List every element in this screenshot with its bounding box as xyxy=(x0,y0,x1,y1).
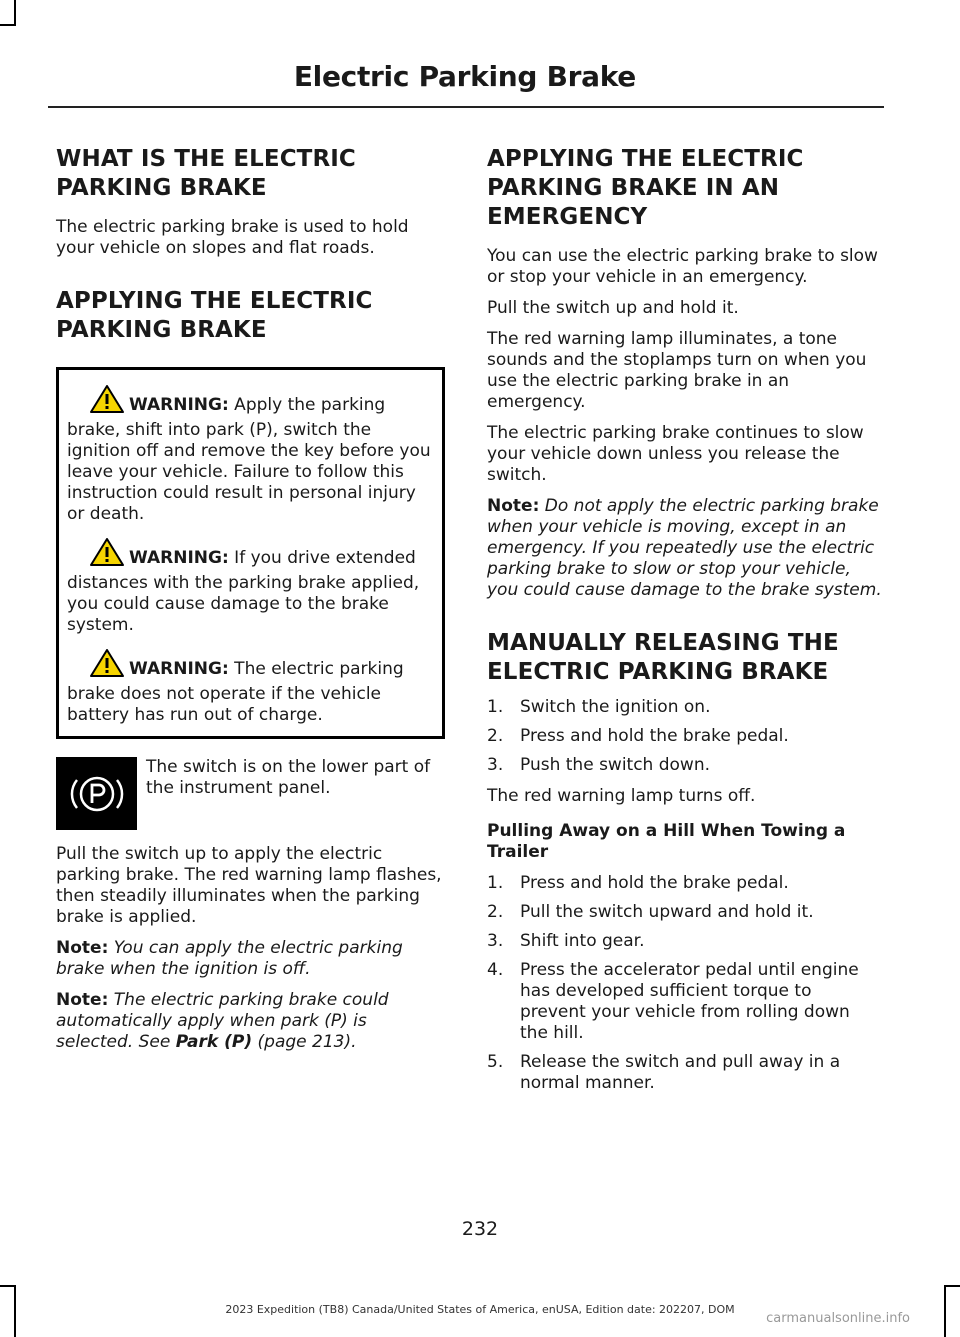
warning-triangle-icon xyxy=(89,537,125,573)
paragraph-emergency-1: You can use the electric parking brake to slow or stop your vehicle in an emergency. xyxy=(487,246,878,287)
header-divider xyxy=(48,106,884,108)
paragraph-emergency-2: Pull the switch up and hold it. xyxy=(487,298,739,318)
step-number: 2. xyxy=(487,726,504,746)
step-text: Pull the switch upward and hold it. xyxy=(520,902,814,922)
page-reference: (page 213). xyxy=(252,1032,357,1052)
page-header-title: Electric Parking Brake xyxy=(293,60,636,93)
step-number: 2. xyxy=(487,902,504,922)
warning-item xyxy=(67,384,434,525)
list-item xyxy=(487,755,882,776)
paragraph-emergency-4: The electric parking brake continues to slow your vehicle down unless you release the switch. xyxy=(487,423,864,485)
pulling-away-steps xyxy=(487,873,882,1094)
paragraph-lamp-off: The red warning lamp turns off. xyxy=(487,786,756,806)
warning-label: WARNING: xyxy=(129,548,229,568)
list-item xyxy=(487,931,882,952)
step-text: Push the switch down. xyxy=(520,755,711,775)
note-label: Note: xyxy=(56,990,109,1010)
note-text: You can apply the electric parking brake when the ignition is off. xyxy=(56,938,403,979)
warning-label: WARNING: xyxy=(129,659,229,679)
paragraph-what-is: The electric parking brake is used to hold your vehicle on slopes and flat roads. xyxy=(56,217,409,258)
crop-mark xyxy=(14,0,16,26)
paragraph-emergency-3: The red warning lamp illuminates, a tone sounds and the stoplamps turn on when you use the electric parking brake in an emergency. xyxy=(487,329,867,412)
heading-manual-release: MANUALLY RELEASING THE ELECTRIC PARKING BRAKE xyxy=(487,630,839,685)
heading-emergency: APPLYING THE ELECTRIC PARKING BRAKE IN AN EMERGENCY xyxy=(487,146,804,230)
manual-release-steps xyxy=(487,697,882,776)
warning-text: The electric parking brake does not operate if the vehicle battery has run out of charge. xyxy=(67,659,404,725)
warning-label: WARNING: xyxy=(129,395,229,415)
note-auto-apply xyxy=(56,990,445,1053)
list-item xyxy=(487,960,882,1044)
step-number: 3. xyxy=(487,755,504,775)
step-text: Release the switch and pull away in a normal manner. xyxy=(520,1052,841,1093)
step-number: 3. xyxy=(487,931,504,951)
step-text: Shift into gear. xyxy=(520,931,645,951)
page-number: 232 xyxy=(461,1218,499,1240)
warning-triangle-icon xyxy=(89,648,125,684)
warning-box xyxy=(56,367,445,739)
warning-item xyxy=(67,537,434,636)
step-text: Press and hold the brake pedal. xyxy=(520,726,789,746)
step-number: 5. xyxy=(487,1052,504,1072)
step-number: 1. xyxy=(487,873,504,893)
warning-item xyxy=(67,648,434,726)
warning-text: If you drive extended distances with the parking brake applied, you could cause damage to the brake system. xyxy=(67,548,420,635)
heading-what-is: WHAT IS THE ELECTRIC PARKING BRAKE xyxy=(56,146,356,201)
park-cross-reference-link[interactable]: Park (P) xyxy=(175,1032,253,1052)
crop-mark xyxy=(944,1285,960,1287)
warning-text: Apply the parking brake, shift into park (P), switch the ignition off and remove the key before you leave your vehicle. Failure to follow this instruction could result in personal injury or death. xyxy=(67,395,431,524)
step-text: Switch the ignition on. xyxy=(520,697,711,717)
step-text: Press and hold the brake pedal. xyxy=(520,873,789,893)
note-label: Note: xyxy=(56,938,109,958)
note-emergency xyxy=(487,496,882,601)
list-item xyxy=(487,1052,882,1094)
note-ignition-off xyxy=(56,938,445,980)
crop-mark xyxy=(0,1285,16,1287)
list-item xyxy=(487,873,882,894)
subheading-pulling-away: Pulling Away on a Hill When Towing a Trailer xyxy=(487,821,846,862)
step-number: 1. xyxy=(487,697,504,717)
list-item xyxy=(487,697,882,718)
note-text: The electric parking brake could automatically apply when park (P) is selected. See xyxy=(56,990,389,1052)
switch-location-text: The switch is on the lower part of the instrument panel. xyxy=(146,757,431,798)
warning-triangle-icon xyxy=(89,384,125,420)
switch-info xyxy=(56,757,445,830)
step-number: 4. xyxy=(487,960,504,980)
list-item xyxy=(487,726,882,747)
footer-edition-info: 2023 Expedition (TB8) Canada/United States of America, enUSA, Edition date: 202207, DOM xyxy=(225,1303,735,1316)
step-text: Press the accelerator pedal until engine has developed sufficient torque to prevent your vehicle from rolling down the hill. xyxy=(520,960,859,1043)
watermark-logo: carmanualsonline.info xyxy=(766,1311,910,1326)
right-column xyxy=(487,145,882,1094)
note-label: Note: xyxy=(487,496,540,516)
crop-mark xyxy=(0,24,16,26)
parking-brake-icon xyxy=(56,757,137,830)
list-item xyxy=(487,902,882,923)
note-text: Do not apply the electric parking brake when your vehicle is moving, except in an emergency. If you repeatedly use the electric parking brake to slow or stop your vehicle, you could cause damage to the brake system. xyxy=(487,496,882,600)
heading-applying: APPLYING THE ELECTRIC PARKING BRAKE xyxy=(56,288,373,343)
left-column xyxy=(56,145,445,1053)
paragraph-pull-switch: Pull the switch up to apply the electric parking brake. The red warning lamp flashes, then steadily illuminates when the parking brake is applied. xyxy=(56,844,442,927)
